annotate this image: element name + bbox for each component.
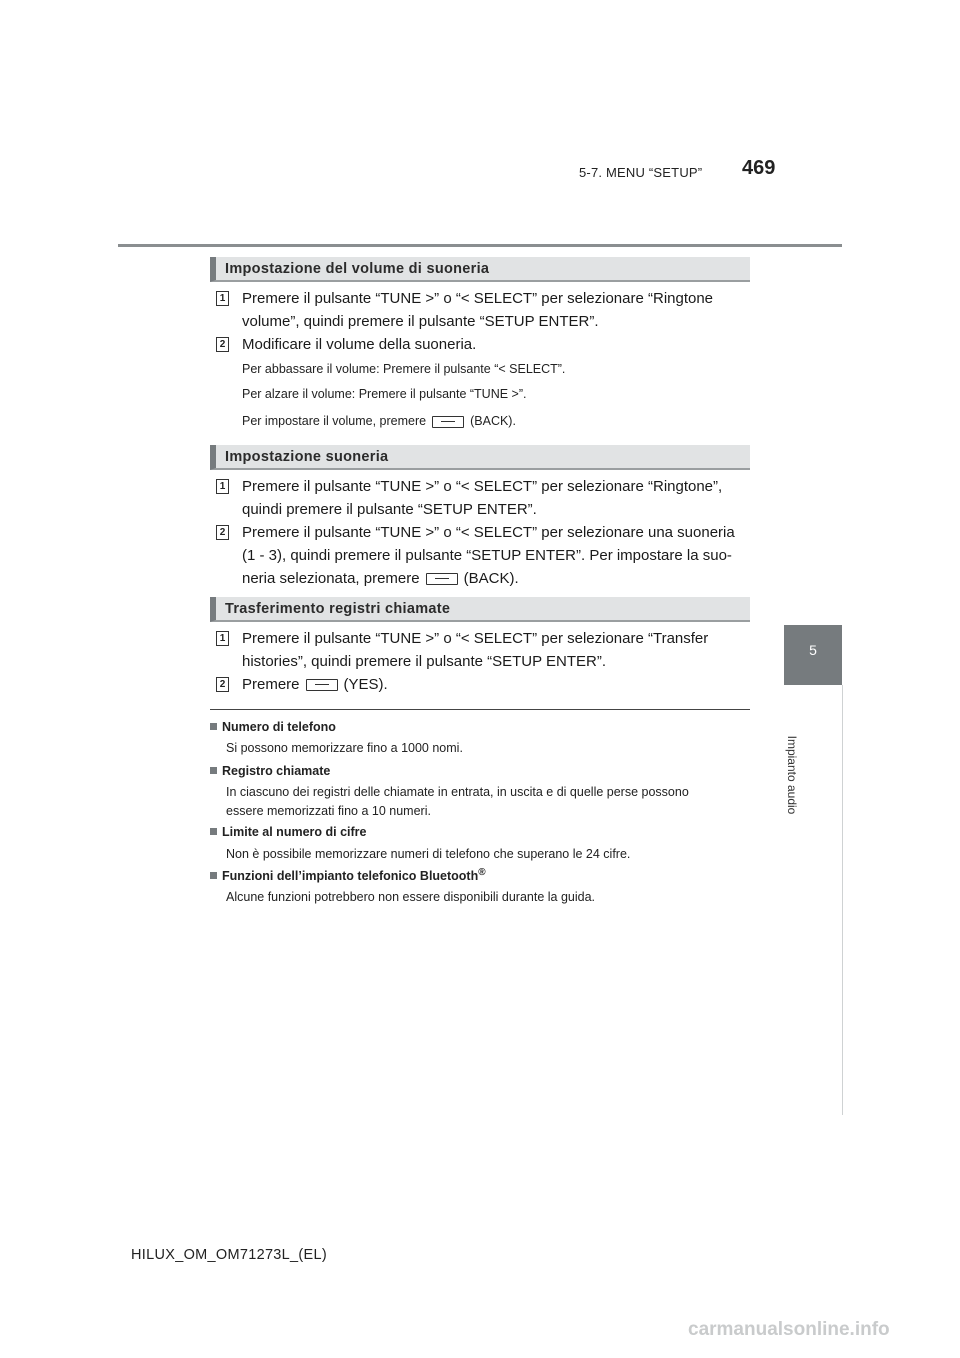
step-line: volume”, quindi premere il pulsante “SETUP ENTER”. bbox=[242, 313, 599, 330]
step-text bbox=[242, 475, 745, 521]
step-line: Premere il pulsante “TUNE >” o “< SELECT” per selezionare una suoneria bbox=[242, 524, 735, 541]
note-title-text: Registro chiamate bbox=[222, 764, 331, 778]
note-text bbox=[226, 845, 745, 864]
note-line: Non è possibile memorizzare numeri di telefono che superano le 24 cifre. bbox=[226, 847, 631, 861]
note-line: Alcune funzioni potrebbero non essere disponibili durante la guida. bbox=[226, 890, 596, 904]
step-line: quindi premere il pulsante “SETUP ENTER”. bbox=[242, 501, 537, 518]
sub-text-after: (BACK). bbox=[470, 414, 516, 428]
registered-mark: ® bbox=[478, 867, 486, 878]
step-text-before: Premere bbox=[242, 676, 300, 693]
note-text bbox=[226, 783, 745, 821]
note-title bbox=[210, 867, 486, 883]
step-line: (1 - 3), quindi premere il pulsante “SETUP ENTER”. Per impostare la suo- bbox=[242, 547, 732, 564]
back-button-icon bbox=[426, 573, 458, 585]
note-line: essere memorizzati fino a 10 numeri. bbox=[226, 804, 431, 818]
square-bullet-icon bbox=[210, 872, 217, 879]
chapter-label bbox=[780, 735, 804, 815]
sub-text-before: Per impostare il volume, premere bbox=[242, 414, 427, 428]
step-text bbox=[242, 333, 745, 356]
section-heading-ringtone-volume bbox=[210, 257, 750, 282]
note-title bbox=[210, 825, 366, 839]
chapter-tab bbox=[784, 625, 842, 685]
header-divider bbox=[118, 244, 842, 247]
section-heading-transfer-histories bbox=[210, 597, 750, 622]
yes-button-icon bbox=[306, 679, 338, 691]
note-line: Si possono memorizzare fino a 1000 nomi. bbox=[226, 741, 463, 755]
square-bullet-icon bbox=[210, 828, 217, 835]
note-text bbox=[226, 888, 745, 907]
step-line: histories”, quindi premere il pulsante “SETUP ENTER”. bbox=[242, 653, 607, 670]
section-heading-ringtone bbox=[210, 445, 750, 470]
step-number: 1 bbox=[216, 479, 229, 494]
step-line: Premere il pulsante “TUNE >” o “< SELECT” per selezionare “Transfer bbox=[242, 630, 709, 647]
chapter-tab-rule bbox=[842, 685, 843, 1115]
step-text-after: (YES). bbox=[343, 676, 388, 693]
step-text bbox=[242, 287, 745, 333]
square-bullet-icon bbox=[210, 767, 217, 774]
note-title-text: Limite al numero di cifre bbox=[222, 825, 367, 839]
note-line: In ciascuno dei registri delle chiamate in entrata, in uscita e di quelle perse possono bbox=[226, 785, 689, 799]
running-header-section: 5-7. MENU “SETUP” bbox=[579, 165, 703, 180]
note-title-text: Numero di telefono bbox=[222, 720, 336, 734]
step-line: Premere il pulsante “TUNE >” o “< SELECT” per selezionare “Ringtone bbox=[242, 290, 714, 307]
document-code: HILUX_OM_OM71273L_(EL) bbox=[131, 1247, 327, 1263]
step-text bbox=[242, 627, 745, 673]
note-title-text: Funzioni dell’impianto telefonico Bluetooth bbox=[222, 869, 479, 884]
step-number: 1 bbox=[216, 631, 229, 646]
chapter-label-text: Impianto audio bbox=[785, 735, 799, 815]
chapter-tab-number: 5 bbox=[809, 642, 817, 658]
step-text bbox=[242, 521, 745, 590]
section-title: Trasferimento registri chiamate bbox=[225, 601, 451, 617]
watermark: carmanualsonline.info bbox=[688, 1319, 890, 1340]
sub-instruction bbox=[242, 414, 516, 428]
step-line bbox=[242, 673, 745, 696]
step-text-after: (BACK). bbox=[463, 570, 519, 587]
section-title: Impostazione suoneria bbox=[225, 449, 389, 465]
notes-divider bbox=[210, 709, 750, 710]
note-title bbox=[210, 720, 336, 734]
note-text bbox=[226, 739, 745, 758]
step-line: Premere il pulsante “TUNE >” o “< SELECT” per selezionare “Ringtone”, bbox=[242, 478, 723, 495]
step-number: 2 bbox=[216, 525, 229, 540]
step-line: Modificare il volume della suoneria. bbox=[242, 336, 477, 353]
step-number: 2 bbox=[216, 337, 229, 352]
step-line bbox=[242, 567, 745, 590]
note-title bbox=[210, 764, 330, 778]
step-number: 1 bbox=[216, 291, 229, 306]
page-number: 469 bbox=[742, 157, 776, 179]
step-number: 2 bbox=[216, 677, 229, 692]
sub-instruction: Per abbassare il volume: Premere il pulsante “< SELECT”. bbox=[242, 362, 566, 376]
section-title: Impostazione del volume di suoneria bbox=[225, 261, 490, 277]
step-text bbox=[242, 673, 745, 696]
back-button-icon bbox=[432, 416, 464, 428]
step-text-before: neria selezionata, premere bbox=[242, 570, 420, 587]
sub-instruction: Per alzare il volume: Premere il pulsante “TUNE >”. bbox=[242, 387, 527, 401]
square-bullet-icon bbox=[210, 723, 217, 730]
